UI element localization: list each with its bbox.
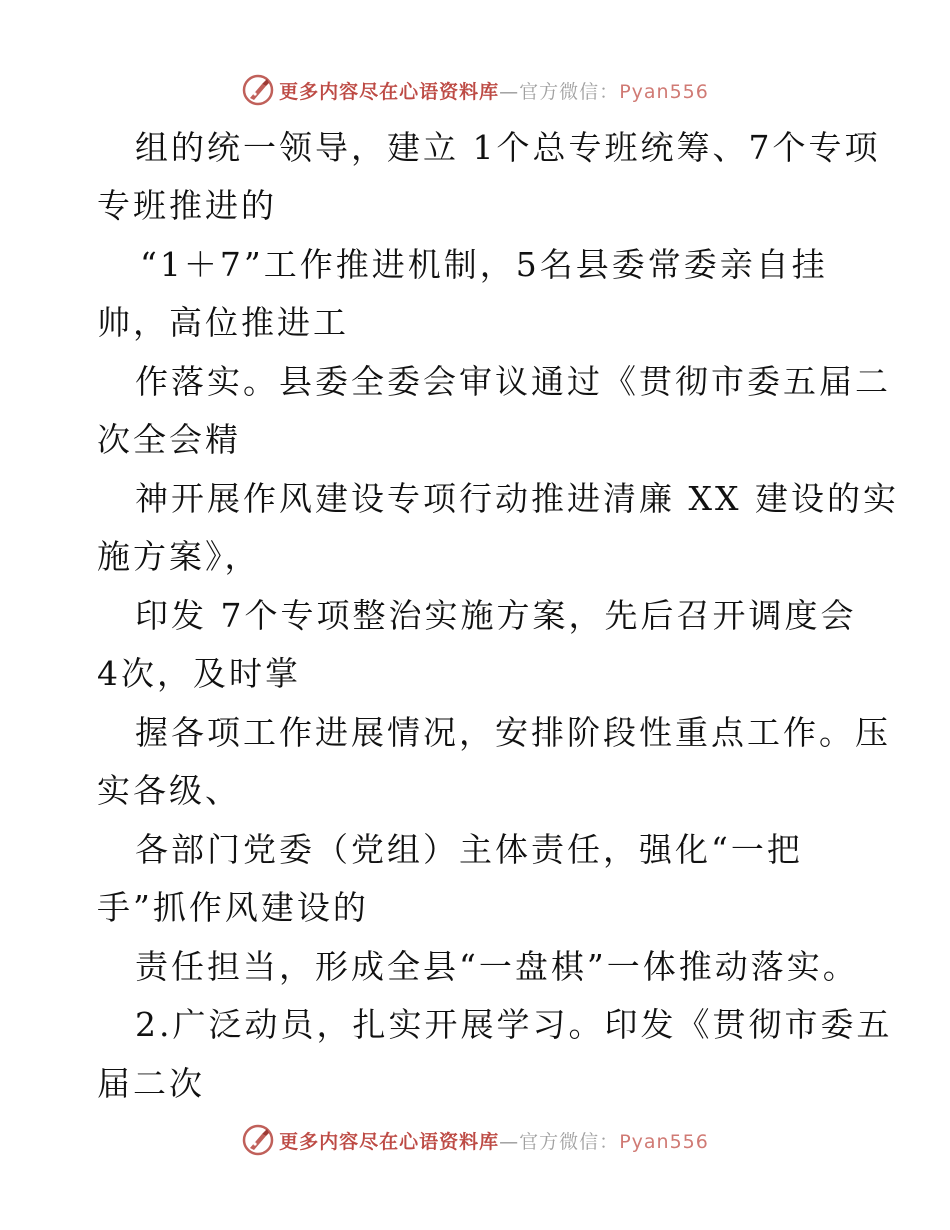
- watermark-wechat-label: 官方微信：: [519, 1130, 620, 1153]
- watermark-separator: —: [499, 1130, 520, 1153]
- text-line: 手”抓作风建设的: [97, 888, 369, 927]
- watermark-separator: —: [499, 80, 520, 103]
- footer-watermark: [0, 1120, 950, 1160]
- watermark-wechat-id: Pyan556: [619, 80, 709, 103]
- text-line: 届二次: [97, 1064, 205, 1103]
- watermark-wechat-id: Pyan556: [619, 1130, 709, 1153]
- text-line: 责任担当，形成全县“一盘棋”一体推动落实。: [135, 947, 859, 986]
- text-line: 专班推进的: [97, 186, 277, 225]
- text-line: 次全会精: [97, 420, 241, 459]
- watermark-brand: 更多内容尽在心语资料库: [279, 80, 500, 103]
- text-line: 4次，及时掌: [97, 654, 301, 693]
- watermark-wechat-label: 官方微信：: [519, 80, 620, 103]
- text-line: 神开展作风建设专项行动推进清廉 XX 建设的实: [135, 479, 899, 518]
- text-line: 2.广泛动员，扎实开展学习。印发《贯彻市委五: [135, 1005, 893, 1044]
- text-line: 印发 7个专项整治实施方案，先后召开调度会: [135, 596, 857, 635]
- text-line: 实各级、: [97, 771, 241, 810]
- text-line: 组的统一领导，建立 1个总专班统筹、7个专项: [135, 128, 881, 167]
- pen-nib-logo-icon: [241, 1123, 275, 1157]
- watermark-brand: 更多内容尽在心语资料库: [279, 1130, 500, 1153]
- text-line: 作落实。县委全委会审议通过《贯彻市委五届二: [135, 362, 891, 401]
- text-line: “1＋7”工作推进机制，5名县委常委亲自挂: [140, 245, 828, 284]
- watermark-text: [279, 1127, 709, 1154]
- text-line: 帅，高位推进工: [97, 303, 349, 342]
- text-line: 握各项工作进展情况，安排阶段性重点工作。压: [135, 713, 891, 752]
- text-line: 施方案》，: [97, 537, 261, 576]
- text-line: 各部门党委（党组）主体责任，强化“一把: [135, 830, 803, 869]
